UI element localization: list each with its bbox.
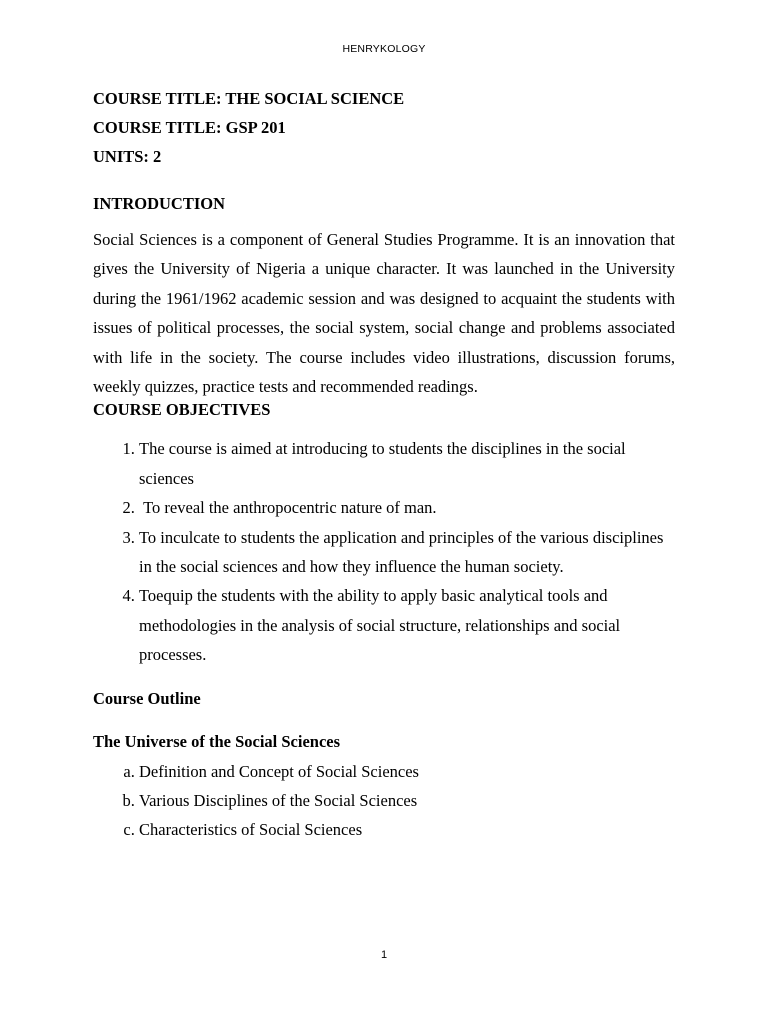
- outline-item: b. Various Disciplines of the Social Sciences: [139, 786, 675, 815]
- objective-item: 4. Toequip the students with the ability to apply basic analytical tools and methodologies in the analysis of social structure, relationships and social processes.: [139, 581, 675, 669]
- outline-section-heading: The Universe of the Social Sciences: [93, 731, 341, 751]
- outline-list: [93, 757, 675, 844]
- course-units: UNITS: 2: [93, 147, 162, 166]
- objectives-list: [93, 434, 675, 669]
- page-number: 1: [380, 949, 388, 961]
- objective-item: 2. To reveal the anthropocentric nature of man.: [139, 493, 675, 522]
- objective-item: 3. To inculcate to students the application and principles of the various disciplines in the social sciences and how they influence the human society.: [139, 523, 675, 582]
- objective-item: 1. The course is aimed at introducing to students the disciplines in the social sciences: [139, 434, 675, 493]
- introduction-paragraph: Social Sciences is a component of General Studies Programme. It is an innovation that gives the University of Nigeria a unique character. It was launched in the University during the 1961/1962 academic session and was designed to acquaint the students with issues of political processes, the social system, social change and problems associated with life in the society. The course includes video illustrations, discussion forums, weekly quizzes, practice tests and recommended readings.: [93, 230, 675, 397]
- course-title: COURSE TITLE: THE SOCIAL SCIENCE: [93, 89, 405, 108]
- course-code: COURSE TITLE: GSP 201: [93, 118, 286, 137]
- objectives-heading: COURSE OBJECTIVES: [93, 400, 271, 420]
- introduction-heading: INTRODUCTION: [93, 194, 226, 213]
- document-body: [93, 84, 675, 844]
- page-header: HENRYKOLOGY: [342, 43, 426, 55]
- outline-item: c. Characteristics of Social Sciences: [139, 815, 675, 844]
- outline-item: a. Definition and Concept of Social Sciences: [139, 757, 675, 786]
- course-outline-heading: Course Outline: [93, 688, 201, 708]
